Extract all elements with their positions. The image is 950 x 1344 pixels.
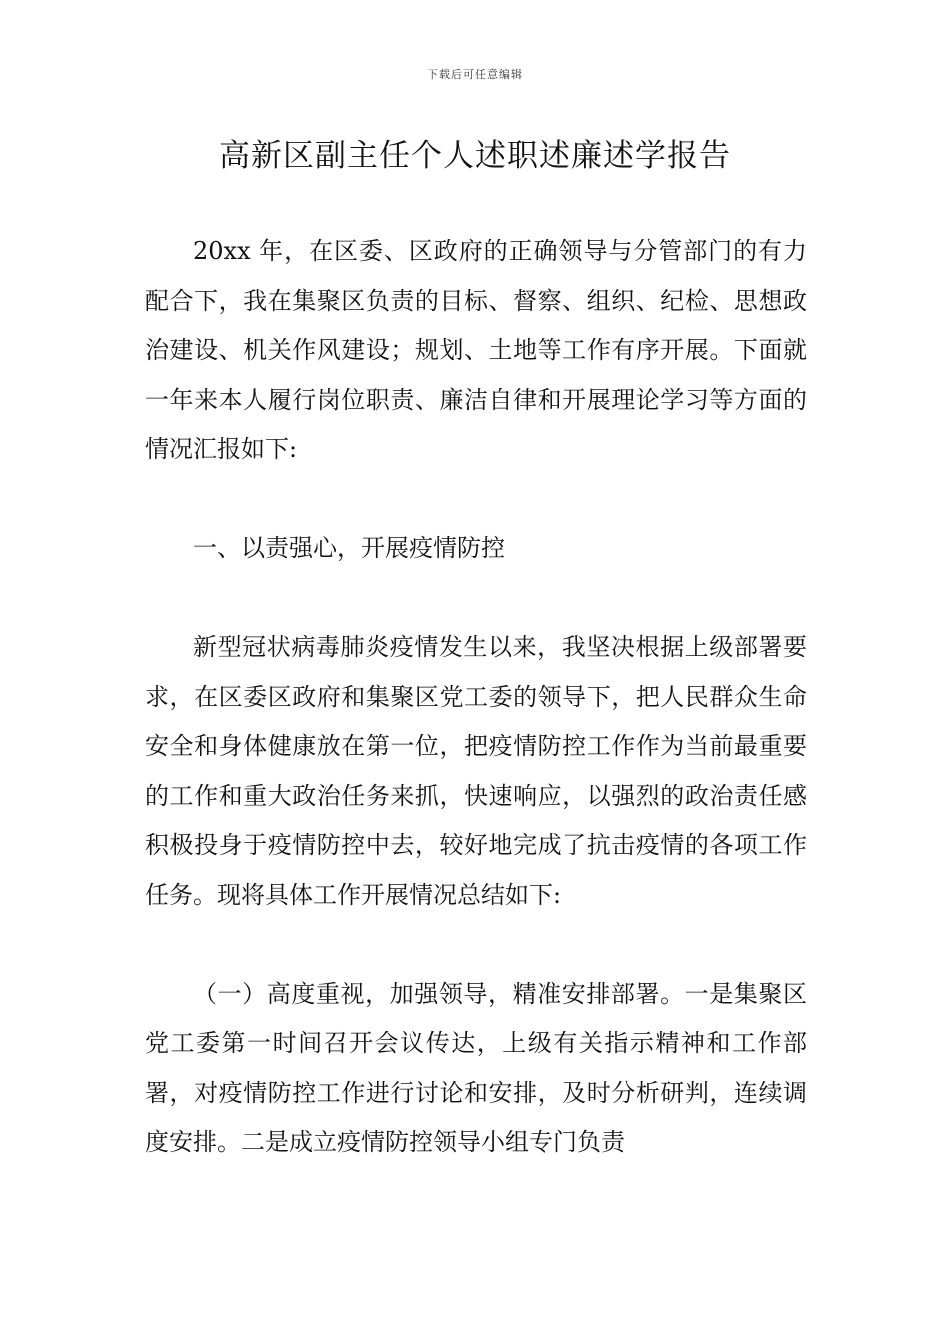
document-body (145, 227, 807, 1168)
document-title: 高新区副主任个人述职述廉述学报告 (219, 138, 731, 174)
section-heading-1: 一、以责强心，开展疫情防控 (193, 534, 505, 562)
paragraph-gap (145, 574, 807, 624)
paragraph-epidemic: 新型冠状病毒肺炎疫情发生以来，我坚决根据上级部署要求，在区委区政府和集聚区党工委的领导下，把人民群众生命安全和身体健康放在第一位，把疫情防控工作作为当前最重要的工作和重大政治任务来抓，快速响应，以强烈的政治责任感积极投身于疫情防控中去，较好地完成了抗击疫情的各项工作任务。现将具体工作开展情况总结如下: (145, 633, 807, 909)
paragraph-intro: 20xx 年，在区委、区政府的正确领导与分管部门的有力配合下，我在集聚区负责的目标、督察、组织、纪检、思想政治建设、机关作风建设；规划、土地等工作有序开展。下面就一年来本人履行岗位职责、廉洁自律和开展理论学习等方面的情况汇报如下: (145, 237, 807, 463)
paragraph-gap (145, 920, 807, 970)
paragraph-gap (145, 475, 807, 525)
header-note: 下载后可任意编辑 (427, 68, 523, 81)
paragraph-subsection-1: （一）高度重视，加强领导，精准安排部署。一是集聚区党工委第一时间召开会议传达，上级有关指示精神和工作部署，对疫情防控工作进行讨论和安排，及时分析研判，连续调度安排。二是成立疫情防控领导小组专门负责 (145, 979, 807, 1156)
